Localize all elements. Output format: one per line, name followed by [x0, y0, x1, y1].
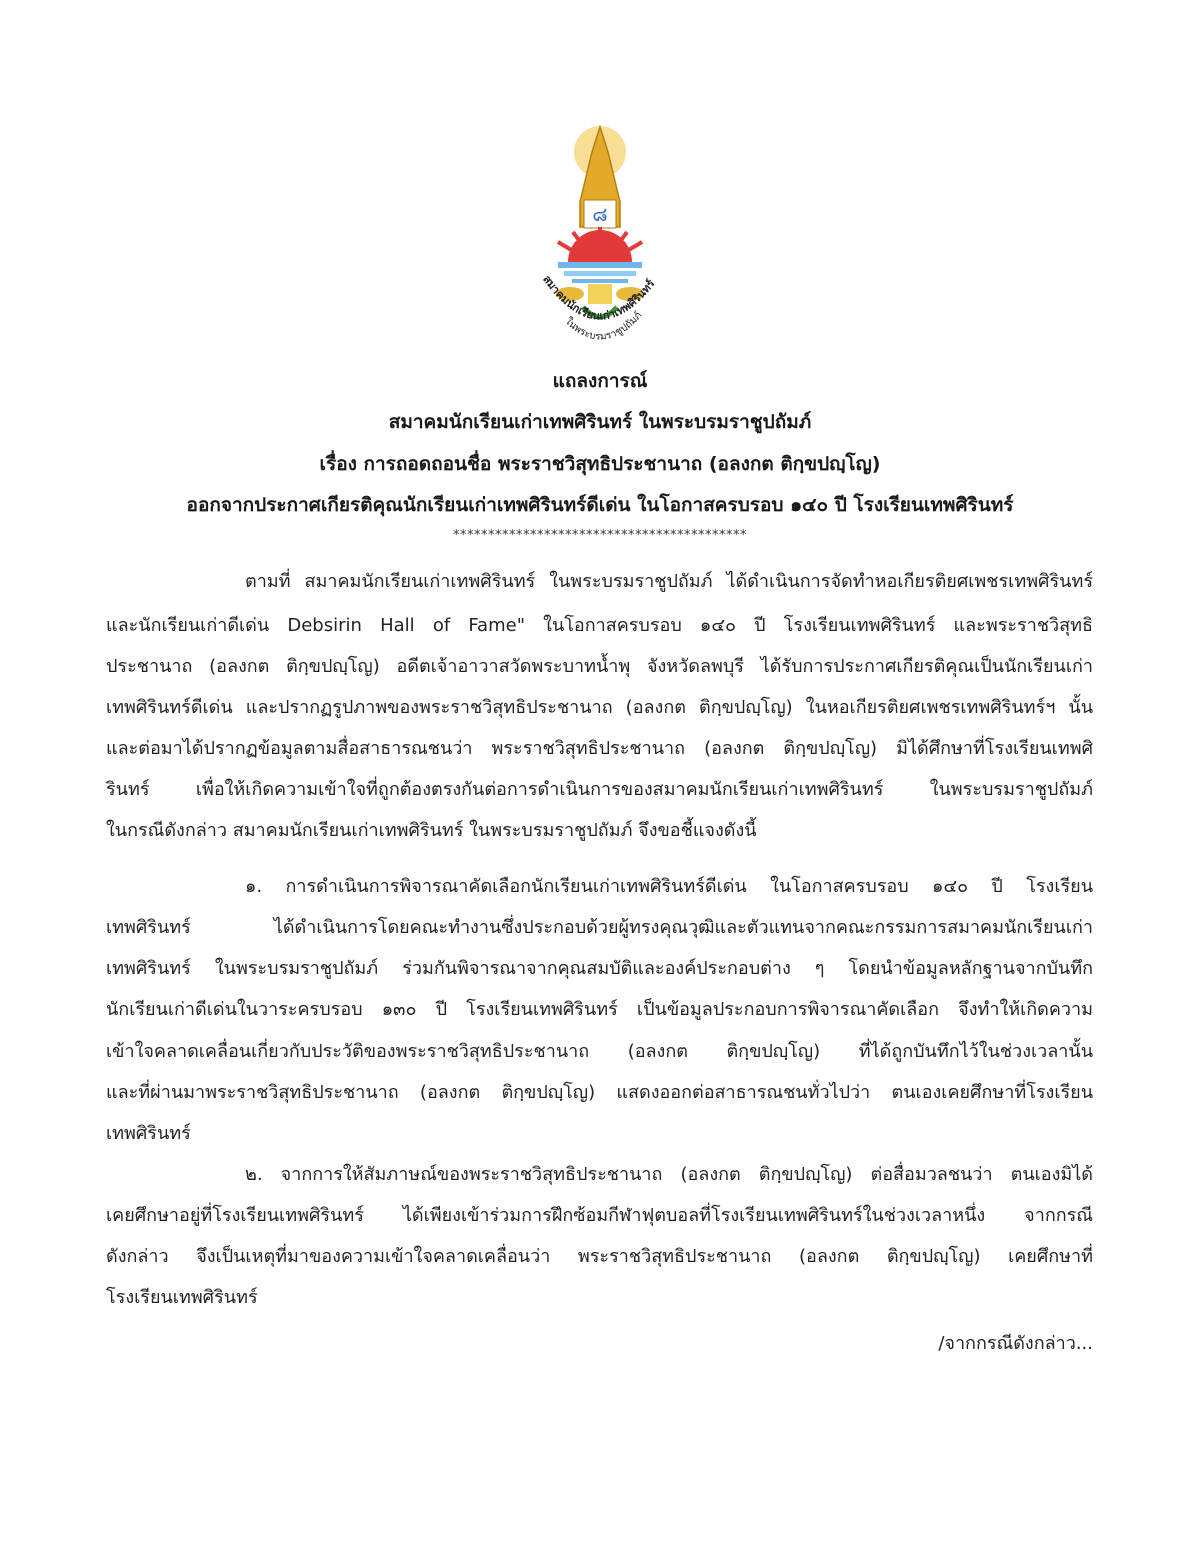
organization-name: สมาคมนักเรียนเก่าเทพศิรินทร์ ในพระบรมราชูปถัมภ์: [388, 411, 812, 433]
text-line: เข้าใจคลาดเคลื่อนเกี่ยวกับประวัติของพระราชวิสุทธิประชานาถ (อลงกต ติกฺขปญฺโญ) ที่ได้ถูกบันทึกไว้ในช่วงเวลานั้น: [106, 1041, 1093, 1062]
emblem-numeral: ๘: [592, 202, 608, 226]
text-line: เทพศิรินทร์ดีเด่น และปรากฏรูปภาพของพระราชวิสุทธิประชานาถ (อลงกต ติกฺขปญฺโญ) ในหอเกียรติยศเพชรเทพศิรินทร์ฯ นั้น: [106, 697, 1093, 718]
text-line: เคยศึกษาอยู่ที่โรงเรียนเทพศิรินทร์ ได้เพียงเข้าร่วมการฝึกซ้อมกีฬาฟุตบอลที่โรงเรียนเทพศิรินทร์ในช่วงเวลาหนึ่ง จากกรณี: [106, 1205, 1093, 1226]
association-emblem-logo: [528, 122, 673, 357]
continued-note: /จากกรณีดังกล่าว...: [938, 1333, 1093, 1354]
logo-text-arc: สมาคมนักเรียนเก่าเทพศิรินทร์: [540, 272, 658, 323]
text-line: เทพศิรินทร์: [106, 1123, 191, 1144]
rising-sun-icon: [558, 227, 642, 262]
text-line: ตามที่ สมาคมนักเรียนเก่าเทพศิรินทร์ ในพระบรมราชูปถัมภ์ ได้ดำเนินการจัดทำหอเกียรติยศเพชรเทพศิรินทร์: [245, 571, 1093, 592]
text-line: นักเรียนเก่าดีเด่นในวาระครบรอบ ๑๓๐ ปี โรงเรียนเทพศิรินทร์ เป็นข้อมูลประกอบการพิจารณาคัดเลือก จึงทำให้เกิดความ: [106, 999, 1093, 1020]
text-line: เทพศิรินทร์ ได้ดำเนินการโดยคณะทำงานซึ่งประกอบด้วยผู้ทรงคุณวุฒิและตัวแทนจากคณะกรรมการสมาคมนักเรียนเก่า: [106, 917, 1093, 938]
logo-text-arc-2: ในพระบรมราชูปถัมภ์: [562, 310, 645, 343]
text-line: ดังกล่าว จึงเป็นเหตุที่มาของความเข้าใจคลาดเคลื่อนว่า พระราชวิสุทธิประชานาถ (อลงกต ติกฺขปญฺโญ) เคยศึกษาที่: [106, 1246, 1093, 1267]
text-line: ในกรณีดังกล่าว สมาคมนักเรียนเก่าเทพศิรินทร์ ในพระบรมราชูปถัมภ์ จึงขอชี้แจงดังนี้: [106, 820, 757, 841]
text-line: และต่อมาได้ปรากฏข้อมูลตามสื่อสาธารณชนว่า พระราชวิสุทธิประชานาถ (อลงกต ติกฺขปญฺโญ) มิได้ศึกษาที่โรงเรียนเทพศิ: [106, 738, 1093, 759]
text-line: ประชานาถ (อลงกต ติกฺขปญฺโญ) อดีตเจ้าอาวาสวัดพระบาทน้ำพุ จังหวัดลพบุรี ได้รับการประกาศเกียรติคุณเป็นนักเรียนเก่า: [106, 656, 1093, 677]
subject-line-2: ออกจากประกาศเกียรติคุณนักเรียนเก่าเทพศิรินทร์ดีเด่น ในโอกาสครบรอบ ๑๔๐ ปี โรงเรียนเทพศิรินทร์: [186, 494, 1014, 516]
text-line: ๒. จากการให้สัมภาษณ์ของพระราชวิสุทธิประชานาถ (อลงกต ติกฺขปญฺโญ) ต่อสื่อมวลชนว่า ตนเองมิได้: [245, 1164, 1093, 1185]
document-title: แถลงการณ์: [552, 370, 648, 392]
water-waves-icon: [558, 262, 642, 283]
subject-line: เรื่อง การถอดถอนชื่อ พระราชวิสุทธิประชานาถ (อลงกต ติกฺขปญฺโญ): [319, 453, 881, 475]
text-line: ๑. การดำเนินการพิจารณาคัดเลือกนักเรียนเก่าเทพศิรินทร์ดีเด่น ในโอกาสครบรอบ ๑๔๐ ปี โรงเรียน: [245, 876, 1093, 897]
text-line: และที่ผ่านมาพระราชวิสุทธิประชานาถ (อลงกต ติกฺขปญฺโญ) แสดงออกต่อสาธารณชนทั่วไปว่า ตนเองเคยศึกษาที่โรงเรียน: [106, 1082, 1093, 1103]
separator: ******************************************: [453, 528, 747, 543]
text-line: และนักเรียนเก่าดีเด่น Debsirin Hall of Fame" ในโอกาสครบรอบ ๑๔๐ ปี โรงเรียนเทพศิรินทร์ และพระราชวิสุทธิ: [106, 615, 1093, 636]
text-line: รินทร์ เพื่อให้เกิดความเข้าใจที่ถูกต้องตรงกันต่อการดำเนินการของสมาคมนักเรียนเก่าเทพศิรินทร์ ในพระบรมราชูปถัมภ์: [106, 779, 1093, 800]
text-line: เทพศิรินทร์ ในพระบรมราชูปถัมภ์ ร่วมกันพิจารณาจากคุณสมบัติและองค์ประกอบต่าง ๆ โดยนำข้อมูลหลักฐานจากบันทึก: [106, 958, 1093, 979]
text-line: โรงเรียนเทพศิรินทร์: [106, 1287, 258, 1308]
